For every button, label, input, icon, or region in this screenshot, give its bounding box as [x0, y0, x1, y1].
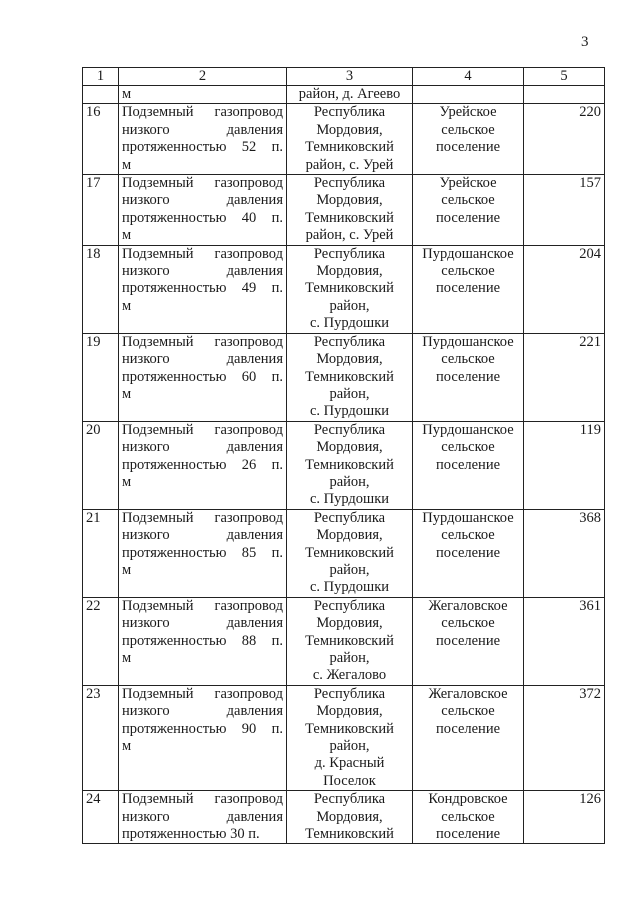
- value-cell: 126: [524, 791, 605, 844]
- continuation-row: [83, 86, 605, 104]
- continuation-value-cell: [524, 86, 605, 104]
- object-name-line: протяженностью 26 п.: [122, 456, 283, 473]
- address-line: д. Красный: [314, 755, 385, 772]
- table-row: [83, 509, 605, 597]
- address-line: район,: [329, 297, 370, 314]
- settlement-line: сельское: [441, 192, 495, 209]
- table-row: [83, 175, 605, 246]
- settlement-cell: [413, 597, 524, 685]
- address-line: Темниковский: [305, 139, 394, 156]
- object-name-line: Подземный газопровод: [122, 175, 283, 192]
- object-name-line: Подземный газопровод: [122, 597, 283, 614]
- address-line: Темниковский: [305, 632, 394, 649]
- value-cell: 157: [524, 175, 605, 246]
- address-line: район,: [329, 650, 370, 666]
- address-cell: [287, 509, 413, 597]
- address-line: Темниковский: [305, 368, 394, 385]
- object-name-line: м: [122, 473, 132, 490]
- settlement-line: Пурдошанское: [422, 245, 514, 262]
- address-line: Мордовия,: [316, 192, 383, 209]
- settlement-line: поселение: [435, 456, 501, 473]
- settlement-line: Урейское: [439, 175, 497, 192]
- settlement-line: Пурдошанское: [422, 333, 514, 350]
- object-name-cell: [119, 597, 287, 685]
- address-line: с. Жегалово: [312, 667, 387, 684]
- object-name-line: м: [122, 297, 132, 314]
- address-line: Мордовия,: [316, 439, 383, 456]
- column-header-1: 1: [83, 68, 119, 86]
- address-cell: [287, 685, 413, 790]
- address-line: Мордовия,: [316, 808, 383, 825]
- address-cell: [287, 104, 413, 175]
- settlement-cell: [413, 791, 524, 844]
- value-cell: 368: [524, 509, 605, 597]
- address-line: Темниковский: [305, 544, 394, 561]
- address-line: с. Пурдошки: [309, 403, 390, 420]
- address-line: Мордовия,: [316, 263, 383, 280]
- settlement-line: поселение: [435, 632, 501, 649]
- settlement-line: поселение: [435, 280, 501, 297]
- settlement-cell: [413, 685, 524, 790]
- address-cell: [287, 791, 413, 844]
- row-number-cell: 21: [83, 509, 119, 597]
- address-line: район, с. Урей: [305, 227, 394, 244]
- settlement-line: сельское: [441, 615, 495, 632]
- address-line: район,: [329, 385, 370, 402]
- settlement-line: Пурдошанское: [422, 421, 514, 438]
- object-name-line: м: [122, 385, 132, 402]
- address-line: с. Пурдошки: [309, 579, 390, 596]
- table-header-row: [83, 68, 605, 86]
- settlement-line: сельское: [441, 121, 495, 138]
- value-cell: 361: [524, 597, 605, 685]
- settlement-line: поселение: [435, 209, 501, 226]
- address-line: район,: [329, 561, 370, 578]
- row-number-cell: 20: [83, 421, 119, 509]
- settlement-line: Пурдошанское: [422, 509, 514, 526]
- object-name-line: протяженностью 88 п.: [122, 632, 283, 649]
- object-name-line: Подземный газопровод: [122, 333, 283, 350]
- continuation-address-cell: район, д. Агеево: [287, 86, 413, 104]
- object-name-line: протяженностью 85 п.: [122, 544, 283, 561]
- table-row: [83, 333, 605, 421]
- settlement-line: поселение: [435, 826, 501, 843]
- object-name-cell: [119, 104, 287, 175]
- address-line: Мордовия,: [316, 703, 383, 720]
- settlement-cell: [413, 104, 524, 175]
- object-name-line: низкого давления: [122, 263, 283, 280]
- object-name-line: низкого давления: [122, 439, 283, 456]
- object-name-line: низкого давления: [122, 703, 283, 720]
- object-name-line: м: [122, 156, 132, 173]
- object-name-cell: [119, 175, 287, 246]
- address-line: Мордовия,: [316, 121, 383, 138]
- object-name-cell: [119, 509, 287, 597]
- settlement-line: поселение: [435, 544, 501, 561]
- value-cell: 204: [524, 245, 605, 333]
- settlement-line: сельское: [441, 808, 495, 825]
- row-number-cell: 17: [83, 175, 119, 246]
- settlement-cell: [413, 175, 524, 246]
- settlement-line: Жегаловское: [428, 685, 508, 702]
- value-cell: 220: [524, 104, 605, 175]
- object-name-line: м: [122, 650, 132, 666]
- table-row: [83, 685, 605, 790]
- settlement-line: сельское: [441, 703, 495, 720]
- object-name-line: Подземный газопровод: [122, 245, 283, 262]
- settlement-line: сельское: [441, 439, 495, 456]
- object-name-line: Подземный газопровод: [122, 685, 283, 702]
- address-line: с. Пурдошки: [309, 491, 390, 508]
- object-name-cell: [119, 245, 287, 333]
- address-line: Республика: [313, 597, 386, 614]
- address-line: Темниковский: [305, 280, 394, 297]
- object-name-line: м: [122, 738, 132, 755]
- row-number-cell: 18: [83, 245, 119, 333]
- settlement-line: сельское: [441, 351, 495, 368]
- address-line: с. Пурдошки: [309, 315, 390, 332]
- continuation-settlement-cell: [413, 86, 524, 104]
- value-cell: 119: [524, 421, 605, 509]
- settlement-line: поселение: [435, 720, 501, 737]
- address-cell: [287, 421, 413, 509]
- object-name-cell: [119, 333, 287, 421]
- object-name-cell: [119, 421, 287, 509]
- object-name-cell: [119, 685, 287, 790]
- address-line: Республика: [313, 509, 386, 526]
- object-name-line: низкого давления: [122, 192, 283, 209]
- table-row: [83, 421, 605, 509]
- address-line: Темниковский: [305, 720, 394, 737]
- column-header-2: 2: [119, 68, 287, 86]
- table-row: [83, 245, 605, 333]
- settlement-cell: [413, 509, 524, 597]
- object-name-line: м: [122, 227, 132, 244]
- address-cell: [287, 245, 413, 333]
- address-line: Мордовия,: [316, 351, 383, 368]
- settlement-line: поселение: [435, 139, 501, 156]
- settlement-line: поселение: [435, 368, 501, 385]
- address-line: Темниковский: [305, 826, 394, 843]
- address-line: Мордовия,: [316, 615, 383, 632]
- object-name-line: Подземный газопровод: [122, 509, 283, 526]
- address-line: Республика: [313, 685, 386, 702]
- table-row: [83, 597, 605, 685]
- address-cell: [287, 175, 413, 246]
- object-name-line: низкого давления: [122, 121, 283, 138]
- object-name-cell: [119, 791, 287, 844]
- object-name-line: Подземный газопровод: [122, 104, 283, 121]
- settlement-cell: [413, 245, 524, 333]
- address-line: Республика: [313, 175, 386, 192]
- object-name-line: Подземный газопровод: [122, 791, 283, 808]
- address-line: Республика: [313, 421, 386, 438]
- page-number: 3: [581, 34, 589, 50]
- address-line: район, с. Урей: [305, 156, 394, 173]
- table-row: [83, 791, 605, 844]
- object-name-line: Подземный газопровод: [122, 421, 283, 438]
- object-name-line: протяженностью 60 п.: [122, 368, 283, 385]
- row-number-cell: 19: [83, 333, 119, 421]
- object-name-line: протяженностью 30 п.: [122, 826, 260, 843]
- settlement-line: сельское: [441, 527, 495, 544]
- settlement-line: Кондровское: [428, 791, 508, 808]
- address-cell: [287, 333, 413, 421]
- column-header-5: 5: [524, 68, 605, 86]
- object-name-line: протяженностью 40 п.: [122, 209, 283, 226]
- object-name-line: протяженностью 52 п.: [122, 139, 283, 156]
- settlement-line: сельское: [441, 263, 495, 280]
- address-line: Республика: [313, 245, 386, 262]
- object-name-line: протяженностью 90 п.: [122, 720, 283, 737]
- object-name-line: низкого давления: [122, 808, 283, 825]
- row-number-cell: 23: [83, 685, 119, 790]
- address-line: Республика: [313, 333, 386, 350]
- row-number-cell: 24: [83, 791, 119, 844]
- address-line: район,: [329, 738, 370, 755]
- gas-pipeline-registry-table: [82, 67, 605, 844]
- row-number-cell: 22: [83, 597, 119, 685]
- address-line: Республика: [313, 104, 386, 121]
- object-name-line: низкого давления: [122, 527, 283, 544]
- continuation-num-cell: [83, 86, 119, 104]
- address-cell: [287, 597, 413, 685]
- column-header-3: 3: [287, 68, 413, 86]
- address-line: Мордовия,: [316, 527, 383, 544]
- row-number-cell: 16: [83, 104, 119, 175]
- settlement-line: Урейское: [439, 104, 497, 121]
- object-name-line: низкого давления: [122, 615, 283, 632]
- table-row: [83, 104, 605, 175]
- address-line: Темниковский: [305, 456, 394, 473]
- value-cell: 221: [524, 333, 605, 421]
- value-cell: 372: [524, 685, 605, 790]
- settlement-cell: [413, 333, 524, 421]
- column-header-4: 4: [413, 68, 524, 86]
- address-line: район,: [329, 473, 370, 490]
- object-name-line: протяженностью 49 п.: [122, 280, 283, 297]
- address-line: Республика: [313, 791, 386, 808]
- address-line: Темниковский: [305, 209, 394, 226]
- settlement-line: Жегаловское: [428, 597, 508, 614]
- address-line: Поселок: [323, 772, 376, 789]
- settlement-cell: [413, 421, 524, 509]
- object-name-line: низкого давления: [122, 351, 283, 368]
- object-name-line: м: [122, 561, 132, 578]
- continuation-name-cell: м: [119, 86, 287, 104]
